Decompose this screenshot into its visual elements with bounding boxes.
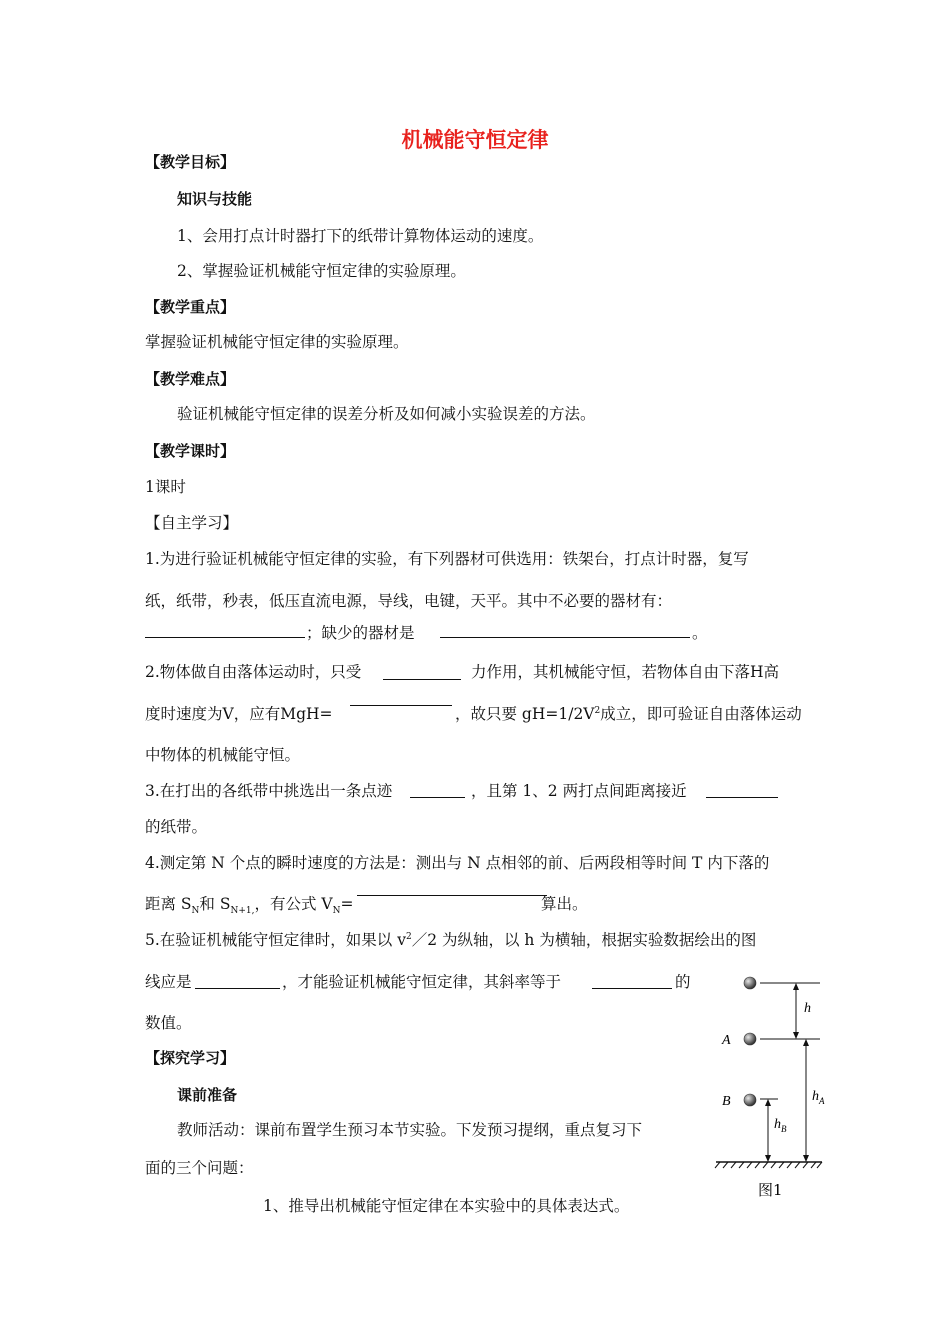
hours-heading: 【教学课时】 [145, 442, 236, 460]
figure-caption: 图1 [758, 1181, 783, 1199]
q1-line3-end: 。 [692, 624, 708, 642]
objective-1: 1、会用打点计时器打下的纸带计算物体运动的速度。 [177, 227, 544, 245]
teacher-text-2: 面的三个问题： [145, 1159, 254, 1177]
q5-line2-b: ，才能验证机械能守恒定律，其斜率等于 [282, 973, 562, 991]
q4-line2: 距离 $S_N$和 $S_{N+1,}$，有公式 $V_N=$ [145, 895, 354, 917]
q5-line2-c: 的 [675, 973, 691, 991]
q1-blank-missing[interactable] [440, 637, 690, 638]
falling-ball-figure [700, 970, 840, 1200]
key-heading: 【教学重点】 [145, 298, 236, 316]
q5-line2-a: 线应是 [145, 973, 192, 991]
q5-line1: 5.在验证机械能守恒定律时，如果以 $v^2/2$ 为纵轴，以 h 为横轴，根据实验数据绘出的图 [145, 931, 757, 949]
page-title: 机械能守恒定律 [401, 128, 549, 152]
q5-line3: 数值。 [145, 1014, 192, 1032]
prep-heading: 课前准备 [177, 1086, 238, 1104]
q2-line1-a: 2.物体做自由落体运动时，只受 [145, 663, 362, 681]
q3-line1-b: ，且第 1、2 两打点间距离接近 [471, 782, 687, 800]
ball-top [744, 977, 756, 989]
objectives-heading: 【教学目标】 [145, 153, 236, 171]
q1-line2: 纸，纸带，秒表，低压直流电源，导线，电键，天平。其中不必要的器材有： [145, 592, 673, 610]
key-text: 掌握验证机械能守恒定律的实验原理。 [145, 333, 409, 351]
q1-line1: 1.为进行验证机械能守恒定律的实验，有下列器材可供选用：铁架台，打点计时器，复写 [145, 550, 749, 568]
q4-line1: 4.测定第 N 个点的瞬时速度的方法是：测出与 N 点相邻的前、后两段相等时间 T 内下落的 [145, 854, 770, 872]
explore-heading: 【探究学习】 [145, 1049, 236, 1067]
hours-text: 1课时 [145, 478, 186, 496]
label-a: A [722, 1033, 731, 1048]
q3-line2: 的纸带。 [145, 818, 208, 836]
q2-blank-force[interactable] [383, 679, 461, 680]
objective-2: 2、掌握验证机械能守恒定律的实验原理。 [177, 262, 466, 280]
q4-line2-end: 算出。 [541, 895, 588, 913]
q2-line2-a: 度时速度为V，应有MgH= [145, 705, 333, 723]
q3-blank-distance[interactable] [706, 797, 778, 798]
q4-blank-formula[interactable] [357, 895, 547, 896]
q1-line3-mid: ；缺少的器材是 [306, 624, 415, 642]
q2-blank-energy[interactable] [350, 705, 452, 706]
label-h: h [804, 1001, 811, 1016]
q2-line3: 中物体的机械能守恒。 [145, 746, 301, 764]
q5-blank-graph[interactable] [195, 988, 280, 989]
label-ha: $h_A$ [812, 1089, 825, 1106]
difficulty-text: 验证机械能守恒定律的误差分析及如何减小实验误差的方法。 [177, 405, 596, 423]
q2-line2-rest: ，故只要 $gH=1/2V^2$成立，即可验证自由落体运动 [455, 705, 802, 723]
q3-line1-a: 3.在打出的各纸带中挑选出一条点迹 [145, 782, 393, 800]
q1-blank-unneeded[interactable] [145, 637, 305, 638]
ball-a [744, 1033, 756, 1045]
q3-blank-dots[interactable] [410, 797, 465, 798]
ball-b [744, 1094, 756, 1106]
q5-blank-slope[interactable] [592, 988, 672, 989]
label-b: B [722, 1094, 731, 1109]
question-1-text: 1、推导出机械能守恒定律在本实验中的具体表达式。 [263, 1197, 630, 1215]
q2-line1-b: 力作用，其机械能守恒，若物体自由下落H高 [471, 663, 780, 681]
label-hb: $h_B$ [774, 1117, 787, 1134]
knowledge-heading: 知识与技能 [177, 190, 253, 208]
teacher-text-1: 教师活动：课前布置学生预习本节实验。下发预习提纲，重点复习下 [177, 1121, 643, 1139]
difficulty-heading: 【教学难点】 [145, 370, 236, 388]
self-study-heading: 【自主学习】 [145, 514, 239, 532]
